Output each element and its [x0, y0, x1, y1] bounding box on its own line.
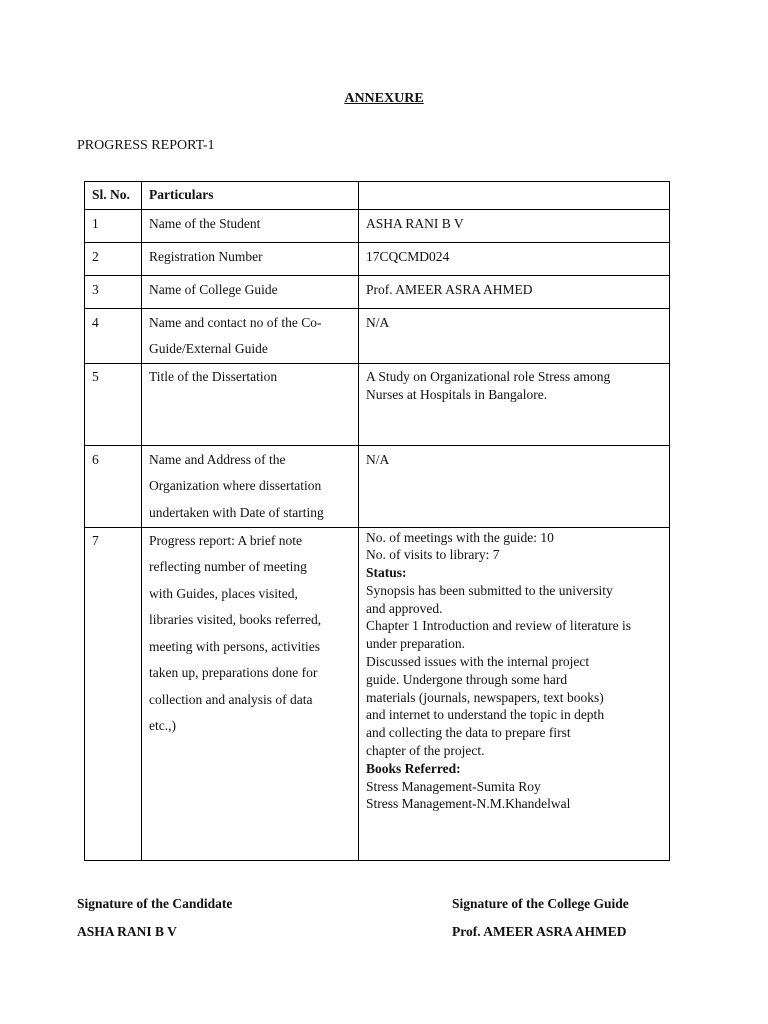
table-row: [85, 242, 670, 275]
row-value: ASHA RANI B V: [359, 209, 670, 242]
row-sl: 6: [85, 445, 142, 527]
row-sl: 5: [85, 363, 142, 445]
row-particular: [142, 308, 359, 363]
status-line: Synopsis has been submitted to the university: [366, 582, 613, 598]
status-line: Discussed issues with the internal project: [366, 654, 590, 670]
status-line: under preparation.: [366, 636, 465, 652]
row-particular: Name of College Guide: [142, 275, 359, 308]
book-item: Stress Management-Sumita Roy: [366, 778, 541, 794]
guide-name: Prof. AMEER ASRA AHMED: [452, 924, 627, 939]
row-particular: Registration Number: [142, 242, 359, 275]
status-line: and internet to understand the topic in depth: [366, 707, 605, 723]
header-sl-no: Sl. No.: [85, 182, 142, 210]
table-row: [85, 275, 670, 308]
row-particular: Name of the Student: [142, 209, 359, 242]
row-particular: Title of the Dissertation: [142, 363, 359, 445]
table-header-row: [85, 182, 670, 210]
particular-line: etc.,): [149, 718, 176, 733]
row-value: [359, 527, 670, 860]
status-label: Status:: [366, 565, 407, 581]
row-sl: 2: [85, 242, 142, 275]
row-sl: 1: [85, 209, 142, 242]
status-line: Chapter 1 Introduction and review of literature is: [366, 618, 632, 634]
status-line: chapter of the project.: [366, 743, 485, 759]
row-particular: [142, 527, 359, 860]
row-value: N/A: [359, 445, 670, 527]
particular-line: libraries visited, books referred,: [149, 612, 322, 627]
candidate-name: ASHA RANI B V: [77, 924, 177, 939]
particular-line: reflecting number of meeting: [149, 559, 307, 574]
row-sl: 4: [85, 308, 142, 363]
row-sl: 7: [85, 527, 142, 860]
report-title: PROGRESS REPORT-1: [77, 138, 215, 153]
particular-line: Organization where dissertation: [149, 478, 322, 493]
particular-line: meeting with persons, activities: [149, 638, 320, 654]
particular-line: Guide/External Guide: [149, 341, 268, 356]
particular-line: Progress report: A brief note: [149, 532, 302, 548]
status-line: and collecting the data to prepare first: [366, 725, 571, 741]
table-row: [85, 209, 670, 242]
table-row: [85, 445, 670, 527]
particular-line: Name and contact no of the Co-: [149, 314, 322, 330]
row-value: 17CQCMD024: [359, 242, 670, 275]
table-row: [85, 363, 670, 445]
guide-signature-label: Signature of the College Guide: [452, 896, 629, 911]
row-value: Prof. AMEER ASRA AHMED: [359, 275, 670, 308]
particular-line: collection and analysis of data: [149, 691, 313, 707]
particular-line: Name and Address of the: [149, 451, 286, 467]
status-line: and approved.: [366, 600, 443, 616]
header-value: [359, 182, 670, 210]
books-label: Books Referred:: [366, 760, 461, 776]
progress-report-table: [84, 181, 670, 861]
library-visits: No. of visits to library: 7: [366, 547, 500, 563]
particular-line: undertaken with Date of starting: [149, 504, 324, 520]
row-value: N/A: [359, 308, 670, 363]
candidate-signature-label: Signature of the Candidate: [77, 896, 233, 911]
document-heading: ANNEXURE: [344, 91, 424, 106]
value-line: A Study on Organizational role Stress among: [366, 368, 611, 384]
row-value: [359, 363, 670, 445]
header-particulars: Particulars: [142, 182, 359, 210]
value-line: Nurses at Hospitals in Bangalore.: [366, 386, 548, 402]
particular-line: taken up, preparations done for: [149, 665, 318, 680]
status-line: materials (journals, newspapers, text books): [366, 689, 604, 705]
meetings-count: No. of meetings with the guide: 10: [366, 529, 554, 545]
row-particular: [142, 445, 359, 527]
particular-line: with Guides, places visited,: [149, 585, 298, 601]
book-item: Stress Management-N.M.Khandelwal: [366, 796, 571, 812]
table-row: [85, 308, 670, 363]
table-row: [85, 527, 670, 860]
row-sl: 3: [85, 275, 142, 308]
status-line: guide. Undergone through some hard: [366, 671, 568, 687]
